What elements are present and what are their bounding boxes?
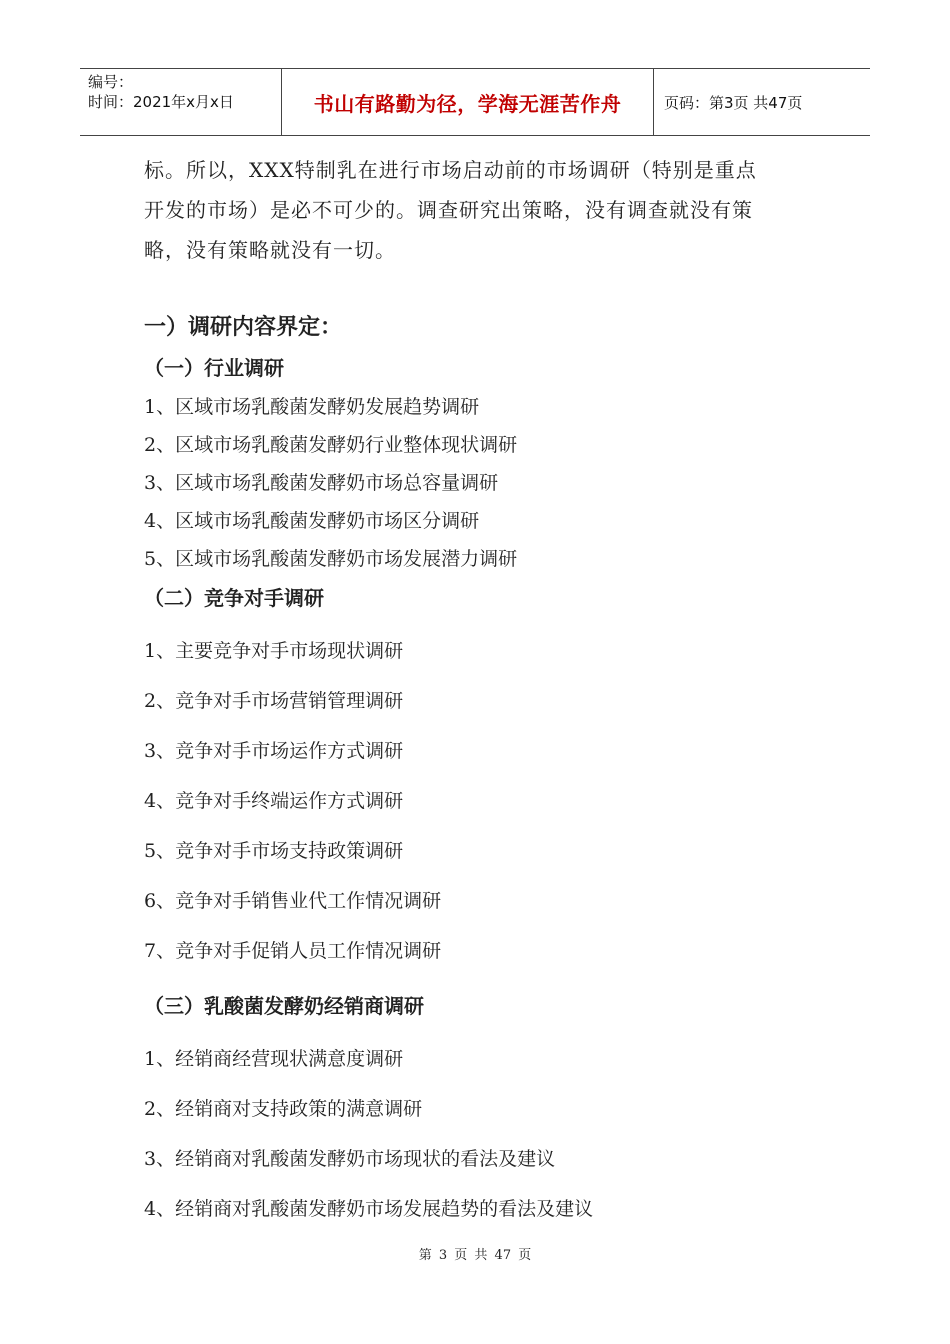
list-item: 1、主要竞争对手市场现状调研 — [144, 640, 404, 662]
document-body — [144, 150, 824, 1234]
list-item: 2、竞争对手市场营销管理调研 — [144, 690, 404, 712]
list-item: 7、竞争对手促销人员工作情况调研 — [144, 940, 442, 962]
subsection-title-dealers: （三）乳酸菌发酵奶经销商调研 — [144, 994, 424, 1018]
subsection-title-competitors: （二）竞争对手调研 — [144, 586, 324, 610]
list-item: 2、区域市场乳酸菌发酵奶行业整体现状调研 — [144, 434, 518, 456]
intro-line: 标。所以，XXX特制乳在进行市场启动前的市场调研（特别是重点 — [144, 158, 757, 182]
intro-line: 略，没有策略就没有一切。 — [144, 238, 396, 262]
list-item: 4、区域市场乳酸菌发酵奶市场区分调研 — [144, 510, 480, 532]
competitors-list — [144, 626, 824, 976]
subsection-title-industry: （一）行业调研 — [144, 356, 284, 380]
section-title: 一）调研内容界定： — [144, 315, 343, 340]
page-footer: 第 3 页 共 47 页 — [418, 1248, 532, 1263]
dealers-list — [144, 1034, 824, 1234]
list-item: 5、竞争对手市场支持政策调研 — [144, 840, 404, 862]
list-item: 3、区域市场乳酸菌发酵奶市场总容量调研 — [144, 472, 499, 494]
header-number: 编号： — [88, 73, 134, 91]
list-item: 3、竞争对手市场运作方式调研 — [144, 740, 404, 762]
list-item: 4、竞争对手终端运作方式调研 — [144, 790, 404, 812]
list-item: 4、经销商对乳酸菌发酵奶市场发展趋势的看法及建议 — [144, 1198, 594, 1220]
header-meta — [80, 69, 282, 135]
list-item: 5、区域市场乳酸菌发酵奶市场发展潜力调研 — [144, 548, 518, 570]
industry-list — [144, 388, 824, 578]
header-motto: 书山有路勤为径，学海无涯苦作舟 — [282, 69, 654, 135]
header-time: 时间：2021年x月x日 — [88, 93, 234, 111]
list-item: 3、经销商对乳酸菌发酵奶市场现状的看法及建议 — [144, 1148, 556, 1170]
page-header — [80, 68, 870, 136]
list-item: 2、经销商对支持政策的满意调研 — [144, 1098, 423, 1120]
list-item: 1、经销商经营现状满意度调研 — [144, 1048, 404, 1070]
header-page-info: 页码：第3页 共47页 — [664, 93, 803, 112]
intro-line: 开发的市场）是必不可少的。调查研究出策略，没有调查就没有策 — [144, 198, 753, 222]
list-item: 6、竞争对手销售业代工作情况调研 — [144, 890, 442, 912]
list-item: 1、区域市场乳酸菌发酵奶发展趋势调研 — [144, 396, 480, 418]
